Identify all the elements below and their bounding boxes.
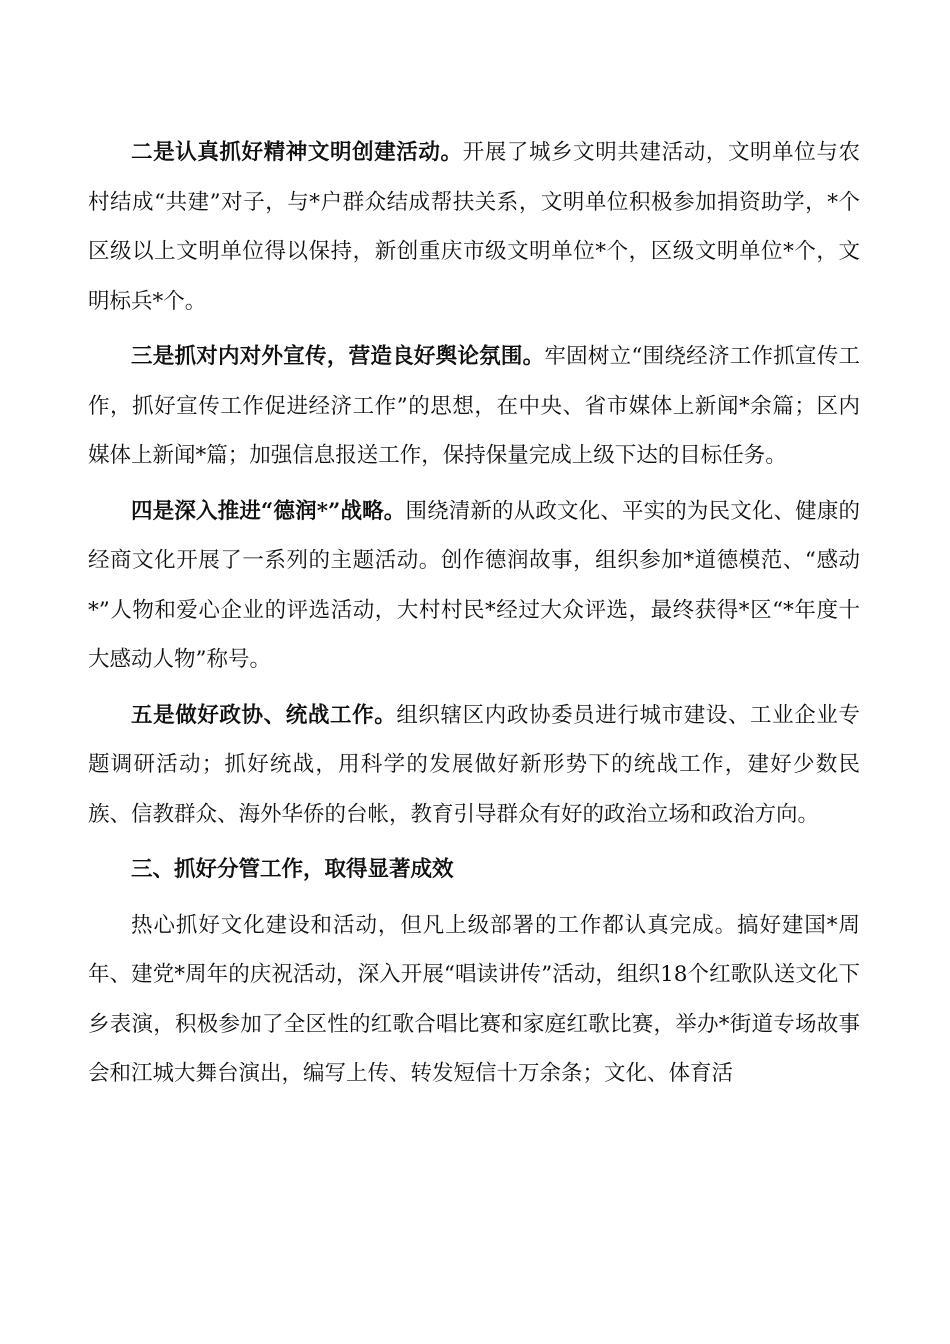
paragraph-body: 牢固树立“围绕经济工作抓宣传工作，抓好宣传工作促进经济工作”的思想，在中央、省市媒体上新闻*余篇；区内媒体上新闻*篇；加强信息报送工作，保持保量完成上级下达的目标任务。 (88, 344, 860, 468)
document-page (88, 128, 860, 1099)
paragraph-lead: 二是认真抓好精神文明创建活动。 (131, 140, 463, 165)
paragraph-spiritual-civilization (88, 128, 860, 326)
paragraph-body: 组织辖区内政协委员进行城市建设、工业企业专题调研活动；抓好统战，用科学的发展做好新形势下的统战工作，建好少数民族、信教群众、海外华侨的台帐，教育引导群众有好的政治立场和政治方向。 (88, 702, 860, 827)
paragraph-lead: 四是深入推进“德润*”战略。 (131, 498, 406, 524)
paragraph-cppcc-united-front (88, 691, 860, 840)
section-heading: 三、抓好分管工作，取得显著成效 (131, 857, 454, 882)
paragraph-lead: 五是做好政协、统战工作。 (131, 702, 397, 728)
paragraph-lead: 三是抓对内对外宣传，营造良好舆论氛围。 (131, 344, 545, 369)
paragraph-body: 围绕清新的从政文化、平实的为民文化、健康的经商文化开展了一系列的主题活动。创作德润故事，组织参加*道德模范、“感动*”人物和爱心企业的评选活动，大村村民*经过大众评选，最终获得*区“*年度十大感动人物”称号。 (88, 498, 860, 672)
paragraph-cultural-activities: 热心抓好文化建设和活动，但凡上级部署的工作都认真完成。搞好建国*周年、建党*周年的庆祝活动，深入开展“唱读讲传”活动，组织18个红歌队送文化下乡表演，积极参加了全区性的红歌合唱比赛和家庭红歌比赛，举办*街道专场故事会和江城大舞台演出，编写上传、转发短信十万余条；文化、体育活 (88, 912, 860, 1086)
paragraph-publicity (88, 332, 860, 481)
paragraph-body: 开展了城乡文明共建活动，文明单位与农村结成“共建”对子，与*户群众结成帮扶关系，文明单位积极参加捐资助学，*个区级以上文明单位得以保持，新创重庆市级文明单位*个，区级文明单位*个，文明标兵*个。 (88, 140, 860, 314)
paragraph-derun-strategy (88, 487, 860, 685)
